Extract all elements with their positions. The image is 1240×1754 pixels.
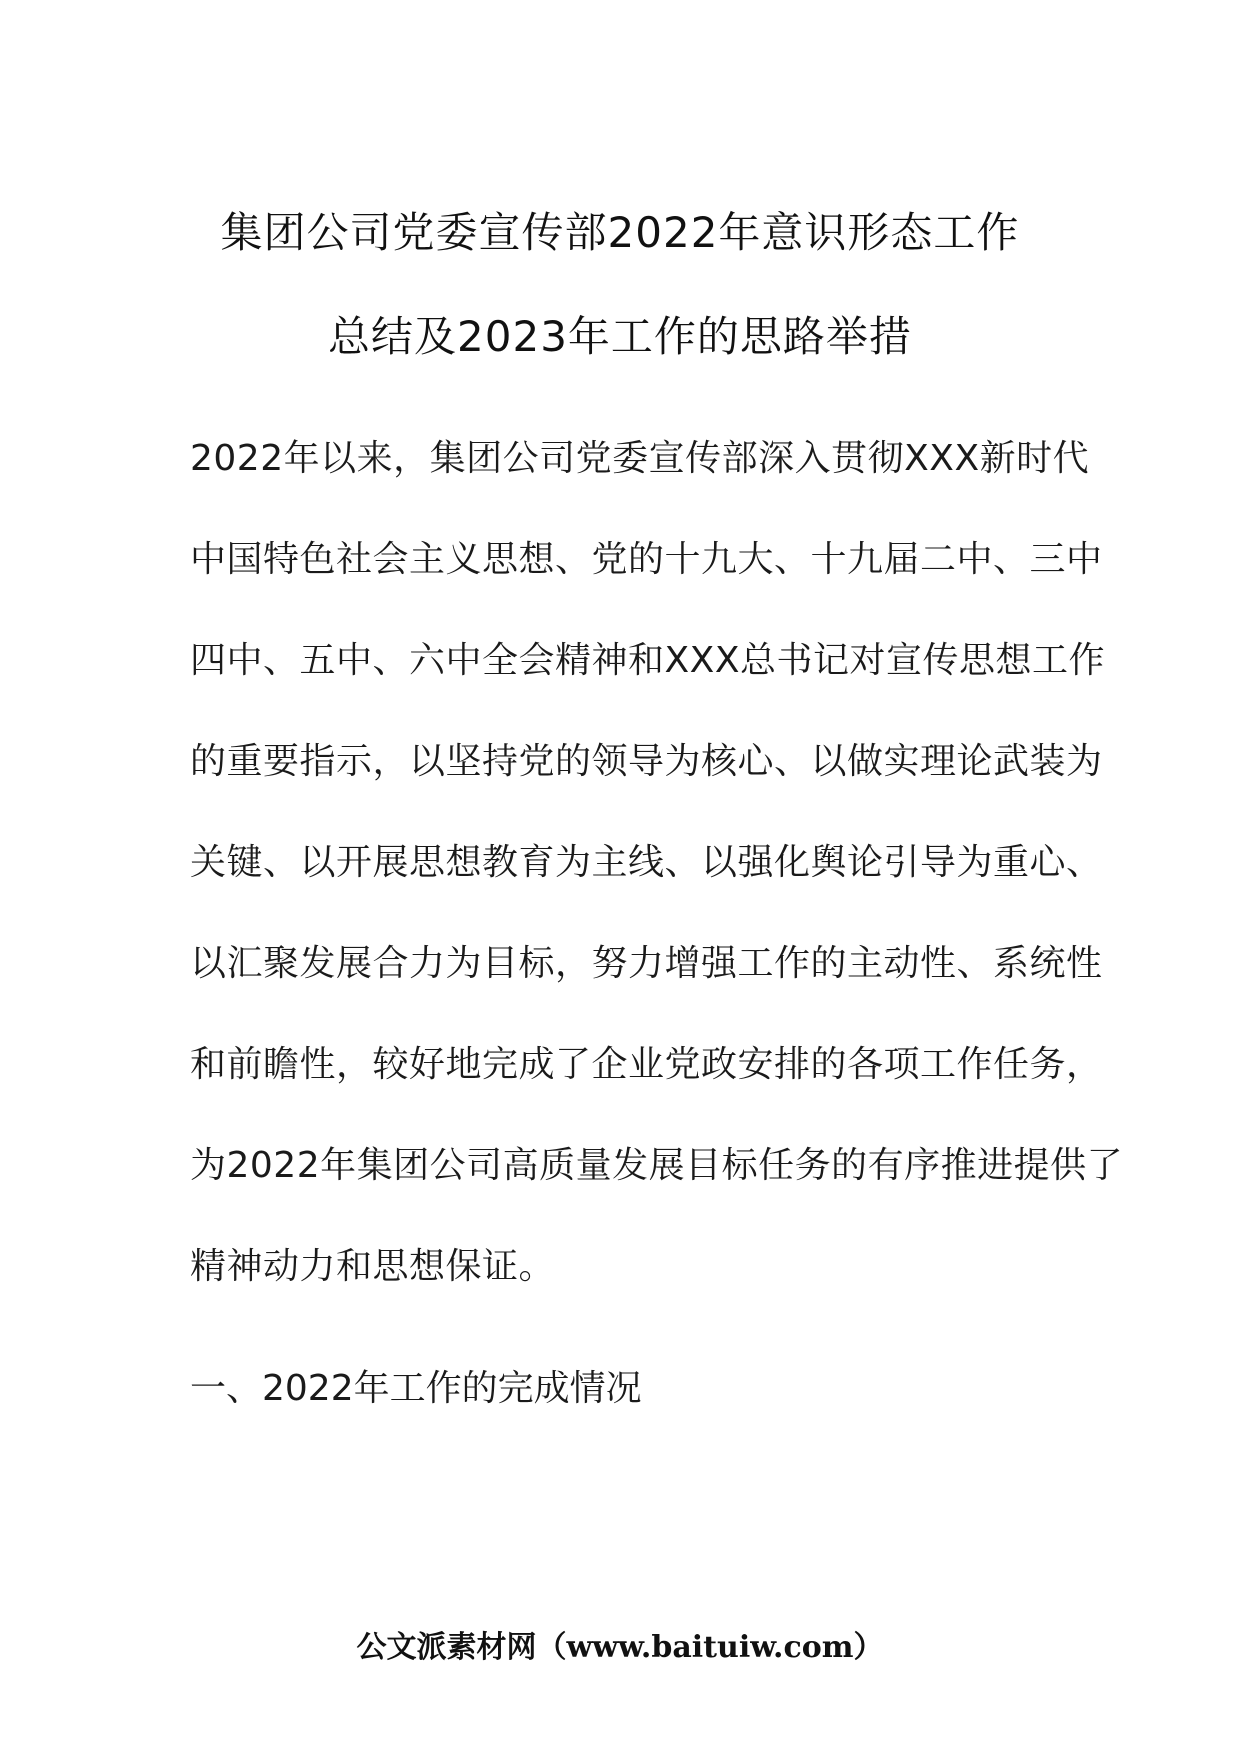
body-text-line: 以汇聚发展合力为目标，努力增强工作的主动性、系统性 xyxy=(190,943,1103,984)
body-text-line: 四中、五中、六中全会精神和XXX总书记对宣传思想工作 xyxy=(190,640,1105,681)
document-title-line-1: 集团公司党委宣传部2022年意识形态工作 xyxy=(220,208,1020,257)
body-text-line: 的重要指示，以坚持党的领导为核心、以做实理论武装为 xyxy=(190,741,1103,782)
body-text-line: 精神动力和思想保证。 xyxy=(190,1246,556,1287)
body-text-line: 2022年以来，集团公司党委宣传部深入贯彻XXX新时代 xyxy=(190,438,1090,479)
body-text-line: 关键、以开展思想教育为主线、以强化舆论引导为重心、 xyxy=(190,842,1103,883)
document-title-line-2: 总结及2023年工作的思路举措 xyxy=(328,312,912,361)
body-text-line: 为2022年集团公司高质量发展目标任务的有序推进提供了 xyxy=(190,1145,1124,1186)
body-text-line: 和前瞻性，较好地完成了企业党政安排的各项工作任务， xyxy=(190,1044,1103,1085)
section-heading: 一、2022年工作的完成情况 xyxy=(190,1368,642,1409)
footer-watermark: 公文派素材网（www.baituiw.com） xyxy=(356,1630,884,1665)
body-text-line: 中国特色社会主义思想、党的十九大、十九届二中、三中 xyxy=(190,539,1103,580)
